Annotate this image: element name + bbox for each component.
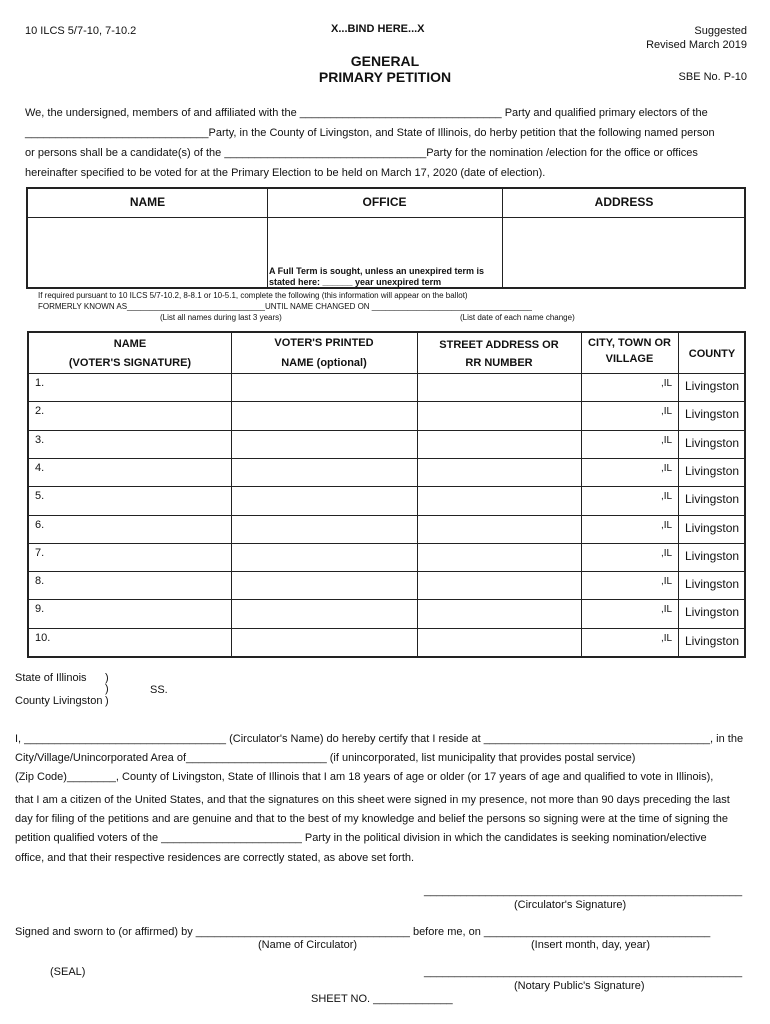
row-state: ,IL <box>661 434 673 446</box>
row-state: ,IL <box>661 519 673 531</box>
name-of-circulator-label: (Name of Circulator) <box>258 939 358 951</box>
header-street-address: STREET ADDRESS OR <box>439 339 559 351</box>
row-number: 3. <box>35 433 45 446</box>
row-county: Livingston <box>685 548 740 563</box>
row-number: 6. <box>35 518 45 531</box>
header-address: ADDRESS <box>594 195 654 209</box>
row-number: 8. <box>35 575 45 588</box>
row-county: Livingston <box>685 407 740 422</box>
table-row[interactable] <box>29 430 744 458</box>
candidate-table <box>26 187 746 289</box>
row-state: ,IL <box>661 632 673 644</box>
revised-date: Revised March 2019 <box>646 39 747 51</box>
notary-signature-line[interactable]: ____________________________________________________ <box>424 966 743 978</box>
table-row[interactable] <box>29 515 744 543</box>
circulator-signature-label: (Circulator's Signature) <box>514 899 627 911</box>
header-county: COUNTY <box>688 348 736 360</box>
header-name: NAME <box>129 195 166 209</box>
header-printed-optional: NAME (optional) <box>281 357 367 369</box>
candidate-name-cell[interactable] <box>30 219 264 285</box>
candidate-office-cell[interactable] <box>270 219 500 263</box>
row-number: 7. <box>35 546 45 559</box>
table-row[interactable] <box>29 486 744 514</box>
table-row[interactable] <box>29 373 744 401</box>
formerly-date-note: (List date of each name change) <box>460 313 575 322</box>
row-county: Livingston <box>685 379 740 393</box>
bind-here-label: X...BIND HERE...X <box>331 23 425 35</box>
header-office: OFFICE <box>362 195 407 209</box>
row-state: ,IL <box>661 462 673 474</box>
header-divider <box>28 217 744 218</box>
row-county: Livingston <box>685 435 740 450</box>
certify-line-2: City/Village/Unincorporated Area of_______________________ (if unincorporated, list municipality that provides postal service) <box>15 752 636 764</box>
candidate-address-cell[interactable] <box>505 219 743 285</box>
venue-paren: ) <box>105 695 109 707</box>
formerly-names-note: (List all names during last 3 years) <box>160 313 282 322</box>
notary-signature-label: (Notary Public's Signature) <box>514 980 645 992</box>
intro-line-1: We, the undersigned, members of and affiliated with the _________________________________ Party and qualified primary electors of the <box>25 107 708 119</box>
sheet-number: SHEET NO. _____________ <box>311 993 453 1005</box>
row-county: Livingston <box>685 463 740 478</box>
row-number: 4. <box>35 461 45 474</box>
sworn-line: Signed and sworn to (or affirmed) by ___________________________________ before me, on _____________________________________ <box>15 926 711 938</box>
row-county: Livingston <box>685 605 740 620</box>
row-number: 2. <box>35 405 45 418</box>
table-row[interactable] <box>29 458 744 486</box>
signature-table <box>27 331 746 658</box>
full-term-note-1: A Full Term is sought, unless an unexpired term is <box>269 266 485 276</box>
header-rr-number: RR NUMBER <box>465 357 533 369</box>
formerly-known-as-line: FORMERLY KNOWN AS_______________________________UNTIL NAME CHANGED ON ____________________________________ <box>38 302 532 311</box>
venue-county: County Livingston <box>15 695 103 707</box>
insert-date-label: (Insert month, day, year) <box>531 939 651 951</box>
certify-line-4: that I am a citizen of the United States, and that the signatures on this sheet were signed in my presence, not more than 90 days preceding the last <box>15 794 730 806</box>
row-county: Livingston <box>685 520 740 535</box>
intro-line-2: ______________________________Party, in the County of Livingston, and State of Illinois, do herby petition that the following named person <box>25 127 715 139</box>
table-row[interactable] <box>29 628 744 656</box>
full-term-note-2: stated here: ______ year unexpired term <box>269 277 442 287</box>
row-county: Livingston <box>685 577 740 592</box>
certify-line-6: petition qualified voters of the _______________________ Party in the political division in which the candidates is seeking nomination/elective <box>15 832 707 844</box>
table-row[interactable] <box>29 401 744 429</box>
header-city-town: CITY, TOWN OR <box>588 337 671 349</box>
title-primary-petition: PRIMARY PETITION <box>318 69 452 85</box>
title-general: GENERAL <box>350 53 420 69</box>
row-number: 1. <box>35 377 45 389</box>
certify-line-1: I, _________________________________ (Circulator's Name) do hereby certify that I reside at _____________________________________, in the <box>15 733 744 745</box>
header-village: VILLAGE <box>605 353 654 365</box>
row-county: Livingston <box>685 492 740 507</box>
header-voter-name: NAME <box>113 338 147 350</box>
row-state: ,IL <box>661 576 673 588</box>
header-printed-name: VOTER'S PRINTED <box>274 337 374 349</box>
row-state: ,IL <box>661 604 673 616</box>
intro-line-3: or persons shall be a candidate(s) of the _________________________________Party for the nomination /election for the office or offices <box>25 147 698 159</box>
statute-reference: 10 ILCS 5/7-10, 7-10.2 <box>25 25 137 37</box>
suggested-label: Suggested <box>694 25 747 37</box>
venue-paren: ) <box>105 672 109 684</box>
intro-line-4: hereinafter specified to be voted for at the Primary Election to be held on March 17, 2020 (date of election). <box>25 167 546 179</box>
row-state: ,IL <box>661 491 673 503</box>
formerly-instruction: If required pursuant to 10 ILCS 5/7-10.2, 8-8.1 or 10-5.1, complete the following (this information will appear on the ballot) <box>38 291 468 300</box>
circulator-signature-line[interactable]: ____________________________________________________ <box>424 885 743 897</box>
row-county: Livingston <box>685 633 740 648</box>
venue-ss: SS. <box>150 684 168 696</box>
row-number: 5. <box>35 490 45 503</box>
row-state: ,IL <box>661 378 673 389</box>
certify-line-5: day for filing of the petitions and are genuine and that to the best of my knowledge and belief the persons so signing were at the time of signing the <box>15 813 729 825</box>
form-number: SBE No. P-10 <box>678 71 747 83</box>
row-state: ,IL <box>661 406 673 418</box>
table-row[interactable] <box>29 571 744 599</box>
certify-line-7: office, and that their respective residences are correctly stated, as above set forth. <box>15 852 415 864</box>
table-row[interactable] <box>29 599 744 627</box>
row-state: ,IL <box>661 547 673 559</box>
venue-paren: ) <box>105 683 109 695</box>
row-number: 9. <box>35 603 45 616</box>
venue-state: State of Illinois <box>15 672 87 684</box>
certify-line-3: (Zip Code)________, County of Livingston, State of Illinois that I am 18 years of age or older (or 17 years of age and qualified to vote in Illinois), <box>15 771 714 783</box>
seal-label: (SEAL) <box>50 966 86 978</box>
table-row[interactable] <box>29 543 744 571</box>
row-number: 10. <box>35 631 51 644</box>
header-voter-signature: (VOTER'S SIGNATURE) <box>68 357 192 369</box>
